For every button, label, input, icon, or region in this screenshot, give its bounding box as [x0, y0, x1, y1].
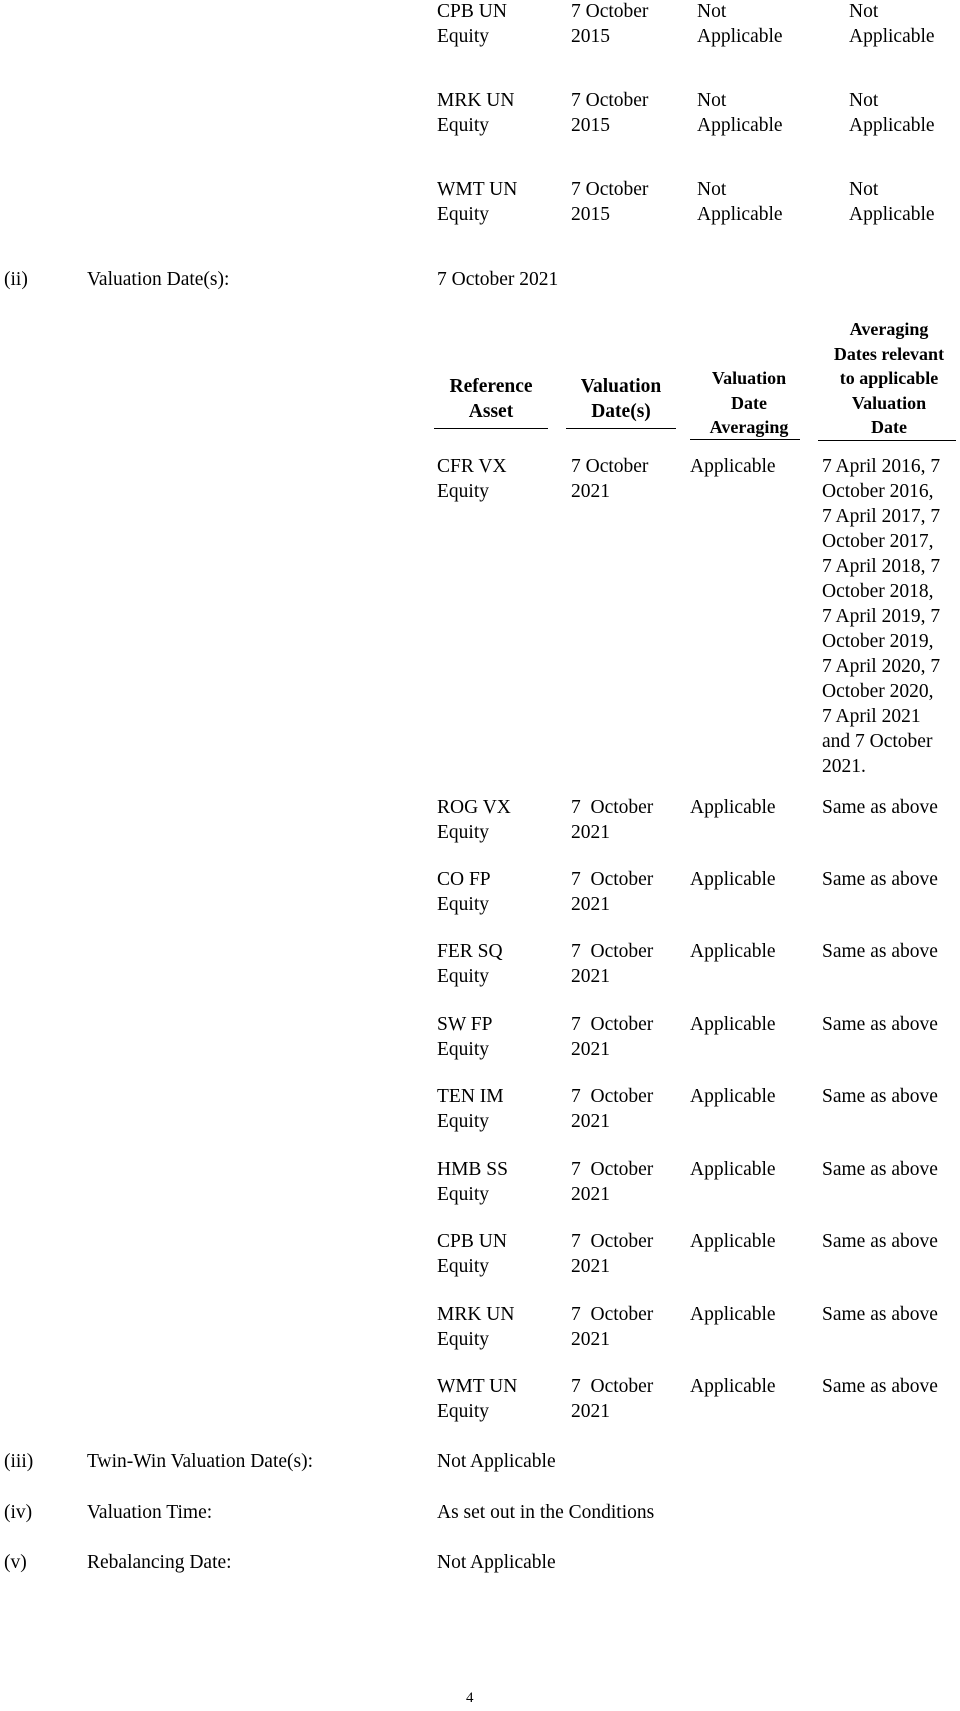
header-underline [566, 428, 676, 429]
header-averaging-dates: Averaging Dates relevant to applicable Valuation Date [833, 319, 945, 437]
asset-cell: HMB SS Equity [437, 1159, 508, 1205]
averaging-cell: Applicable [690, 1376, 776, 1397]
date-cell: 7 October 2021 [571, 1086, 654, 1132]
averaging-cell: Applicable [690, 797, 776, 818]
item-label: Twin-Win Valuation Date(s): [87, 1451, 314, 1472]
cell: Not Applicable [849, 90, 935, 136]
item-number: (v) [4, 1552, 27, 1573]
page-number: 4 [466, 1690, 474, 1706]
header-valuation-dates: Valuation Date(s) [580, 376, 662, 422]
date-cell: 7 October 2015 [571, 1, 649, 47]
header-underline [434, 428, 548, 429]
averaging-dates-cell: Same as above [822, 1014, 938, 1035]
header-reference-asset: Reference Asset [449, 376, 533, 422]
asset-cell: SW FP Equity [437, 1014, 493, 1060]
date-cell: 7 October 2021 [571, 869, 654, 915]
item-value: Not Applicable [437, 1552, 556, 1573]
averaging-dates-cell: Same as above [822, 941, 938, 962]
asset-cell: WMT UN Equity [437, 1376, 518, 1422]
date-cell: 7 October 2021 [571, 941, 654, 987]
asset-cell: CPB UN Equity [437, 1, 507, 47]
asset-cell: MRK UN Equity [437, 1304, 515, 1350]
header-underline [690, 439, 800, 440]
asset-cell: CFR VX Equity [437, 456, 507, 502]
averaging-cell: Applicable [690, 1086, 776, 1107]
cell: Not Applicable [697, 1, 783, 47]
averaging-cell: Applicable [690, 1304, 776, 1325]
averaging-cell: Applicable [690, 869, 776, 890]
averaging-dates-cell: Same as above [822, 1159, 938, 1180]
averaging-cell: Applicable [690, 456, 776, 477]
date-cell: 7 October 2015 [571, 179, 649, 225]
date-cell: 7 October 2021 [571, 1304, 654, 1350]
date-cell: 7 October 2021 [571, 1014, 654, 1060]
item-number: (iv) [4, 1502, 33, 1523]
item-label: Rebalancing Date: [87, 1552, 232, 1573]
date-cell: 7 October 2021 [571, 456, 649, 502]
item-value: As set out in the Conditions [437, 1502, 655, 1523]
item-number: (ii) [4, 269, 28, 290]
date-cell: 7 October 2021 [571, 1159, 654, 1205]
averaging-dates-cell: Same as above [822, 797, 938, 818]
averaging-dates-cell: Same as above [822, 1304, 938, 1325]
asset-cell: MRK UN Equity [437, 90, 515, 136]
item-value: 7 October 2021 [437, 269, 559, 290]
date-cell: 7 October 2021 [571, 797, 654, 843]
asset-cell: TEN IM Equity [437, 1086, 504, 1132]
averaging-dates-cell: 7 April 2016, 7 October 2016, 7 April 2017, 7 October 2017, 7 April 2018, 7 October 2018, 7 April 2019, 7 October 2019, 7 April 2020, 7 October 2020, 7 April 2021 and 7 October 2021. [822, 456, 941, 777]
averaging-cell: Applicable [690, 1014, 776, 1035]
asset-cell: WMT UN Equity [437, 179, 518, 225]
asset-cell: FER SQ Equity [437, 941, 503, 987]
cell: Not Applicable [697, 179, 783, 225]
item-value: Not Applicable [437, 1451, 556, 1472]
asset-cell: ROG VX Equity [437, 797, 511, 843]
averaging-dates-cell: Same as above [822, 1086, 938, 1107]
cell: Not Applicable [849, 179, 935, 225]
asset-cell: CO FP Equity [437, 869, 491, 915]
averaging-dates-cell: Same as above [822, 1231, 938, 1252]
averaging-dates-cell: Same as above [822, 869, 938, 890]
cell: Not Applicable [849, 1, 935, 47]
date-cell: 7 October 2021 [571, 1376, 654, 1422]
date-cell: 7 October 2021 [571, 1231, 654, 1277]
item-label: Valuation Time: [87, 1502, 213, 1523]
item-number: (iii) [4, 1451, 34, 1472]
averaging-cell: Applicable [690, 1159, 776, 1180]
item-label: Valuation Date(s): [87, 269, 230, 290]
averaging-cell: Applicable [690, 1231, 776, 1252]
header-valuation-date-averaging: Valuation Date Averaging [709, 368, 789, 437]
asset-cell: CPB UN Equity [437, 1231, 507, 1277]
header-underline [818, 440, 956, 441]
cell: Not Applicable [697, 90, 783, 136]
averaging-dates-cell: Same as above [822, 1376, 938, 1397]
averaging-cell: Applicable [690, 941, 776, 962]
date-cell: 7 October 2015 [571, 90, 649, 136]
